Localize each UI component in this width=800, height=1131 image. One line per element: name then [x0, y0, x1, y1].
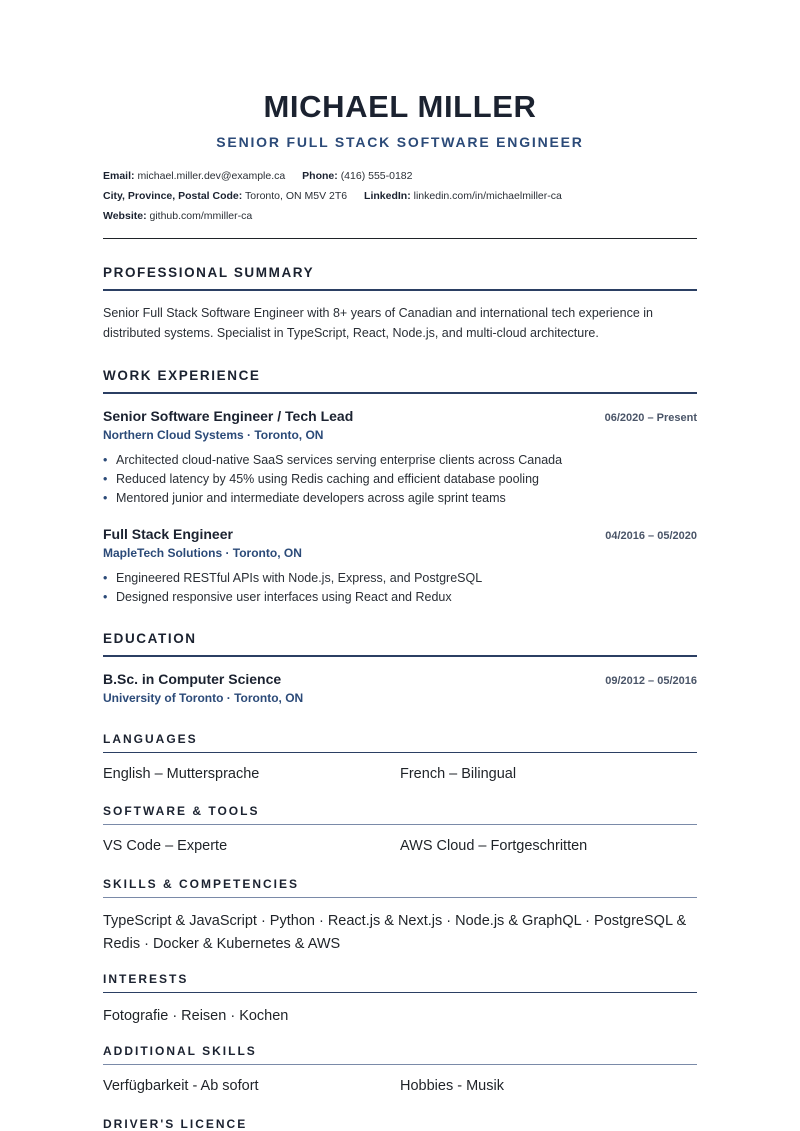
linkedin-link[interactable]: linkedin.com/in/michaelmiller-ca [413, 190, 562, 202]
skills-text: TypeScript & JavaScript · Python · React.js & Next.js · Node.js & GraphQL · PostgreSQL & Redis · Docker & Kubernetes & AWS [103, 913, 687, 952]
job-entry [103, 525, 697, 607]
section-divider [103, 897, 697, 898]
city-value: Toronto, ON M5V 2T6 [245, 190, 348, 202]
section-divider [103, 992, 697, 993]
linkedin-label: LinkedIn: [364, 190, 411, 202]
skills-heading: SKILLS & COMPETENCIES [103, 877, 300, 891]
website-item[interactable] [103, 206, 252, 226]
email-label: Email: [103, 170, 135, 182]
languages-heading: LANGUAGES [103, 732, 198, 746]
skills-section [103, 876, 697, 956]
additional-skill-item: Verfügbarkeit - Ab sofort [103, 1078, 259, 1094]
phone-value[interactable]: (416) 555-0182 [340, 170, 413, 182]
summary-section [103, 264, 697, 291]
degree-title: B.Sc. in Computer Science [103, 671, 282, 687]
summary-text: Senior Full Stack Software Engineer with 8+ years of Canadian and international tech experience in distributed systems. Specialist in TypeScript, React, Node.js, and multi-cloud architecture. [103, 306, 653, 340]
section-divider [103, 1064, 697, 1065]
additional-skill-item: Hobbies - Musik [400, 1078, 504, 1094]
job-date: 06/2020 – Present [604, 412, 697, 424]
tool-item: AWS Cloud – Fortgeschritten [400, 838, 588, 854]
phone-label: Phone: [302, 170, 338, 182]
licence-section [103, 1116, 697, 1131]
additional-skills-heading: ADDITIONAL SKILLS [103, 1044, 257, 1058]
section-divider [103, 824, 697, 825]
bullet-item: • Mentored junior and intermediate developers across agile sprint teams [103, 489, 697, 508]
candidate-name: MICHAEL MILLER [263, 89, 537, 124]
bullet-item: • Engineered RESTful APIs with Node.js, Express, and PostgreSQL [103, 569, 697, 588]
contact-row [103, 206, 697, 226]
interests-section [103, 971, 697, 1028]
website-link[interactable]: github.com/mmiller-ca [149, 210, 253, 222]
interests-heading: INTERESTS [103, 972, 189, 986]
job-date: 04/2016 – 05/2020 [605, 530, 697, 542]
bullet-item: • Designed responsive user interfaces using React and Redux [103, 588, 697, 607]
interests-text: Fotografie · Reisen · Kochen [103, 1008, 289, 1024]
section-divider [103, 752, 697, 753]
linkedin-item[interactable] [364, 186, 562, 206]
language-item: French – Bilingual [400, 766, 517, 782]
experience-heading: WORK EXPERIENCE [103, 368, 261, 383]
additional-skills-section [103, 1043, 697, 1095]
bullet-item: • Reduced latency by 45% using Redis caching and efficient database pooling [103, 470, 697, 489]
education-heading: EDUCATION [103, 631, 197, 646]
licence-heading: DRIVER'S LICENCE [103, 1117, 248, 1131]
job-title: Senior Software Engineer / Tech Lead [103, 408, 354, 424]
email-item[interactable] [103, 166, 285, 186]
email-value[interactable]: michael.miller.dev@example.ca [137, 170, 286, 182]
job-bullets [103, 569, 697, 607]
education-section [103, 630, 697, 657]
section-divider [103, 392, 697, 394]
tools-section [103, 803, 697, 855]
phone-item[interactable] [302, 166, 412, 186]
section-divider [103, 289, 697, 291]
job-company: Northern Cloud Systems · Toronto, ON [103, 428, 324, 442]
experience-section [103, 367, 697, 394]
resume-page [103, 0, 697, 1131]
contact-row [103, 166, 697, 186]
bullet-item: • Architected cloud-native SaaS services serving enterprise clients across Canada [103, 451, 697, 470]
tools-heading: SOFTWARE & TOOLS [103, 804, 260, 818]
city-item [103, 186, 347, 206]
job-title: Full Stack Engineer [103, 526, 233, 542]
education-date: 09/2012 – 05/2016 [605, 675, 697, 687]
website-label: Website: [103, 210, 147, 222]
section-divider [103, 655, 697, 657]
job-company: MapleTech Solutions · Toronto, ON [103, 546, 302, 560]
job-bullets [103, 451, 697, 508]
candidate-title: SENIOR FULL STACK SOFTWARE ENGINEER [216, 134, 584, 150]
header-divider [103, 238, 697, 239]
job-entry [103, 407, 697, 508]
language-item: English – Muttersprache [103, 766, 260, 782]
city-label: City, Province, Postal Code: [103, 190, 243, 202]
summary-heading: PROFESSIONAL SUMMARY [103, 265, 315, 280]
education-entry [103, 670, 697, 706]
tool-item: VS Code – Experte [103, 838, 228, 854]
resume-header [103, 89, 697, 151]
school-name: University of Toronto · Toronto, ON [103, 691, 304, 705]
contact-block [103, 166, 697, 226]
contact-row [103, 186, 697, 206]
languages-section [103, 731, 697, 783]
